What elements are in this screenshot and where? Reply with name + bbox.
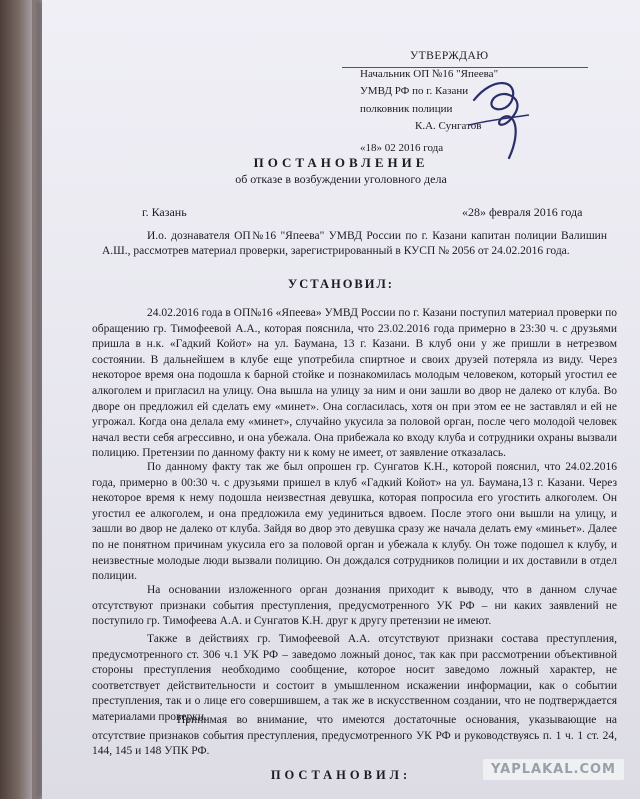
divider-line (342, 67, 588, 68)
document-page (42, 0, 640, 799)
approval-signatory: К.А. Сунгатов (415, 120, 482, 132)
document-title: ПОСТАНОВЛЕНИЕ (253, 155, 429, 170)
paragraph-5: Принимая во внимание, что имеются достаточные основания, указывающие на отсутствие признаков события преступления, предусмотренного УК РФ и руководствуясь п. 1 ч. 1 ст. 24, 144, 145 и 148 УПК РФ. (92, 714, 617, 758)
intro-paragraph: И.о. дознавателя ОП№16 "Япеева" УМВД России по г. Казани капитан полиции Валишин А.Ш., рассмотрев материал проверки, зарегистрированный в КУСП № 2056 от 24.02.2016 года. (102, 230, 607, 257)
section-established: УСТАНОВИЛ: (288, 277, 394, 291)
approval-position: Начальник ОП №16 "Япеева" (360, 67, 499, 80)
paragraph-1: 24.02.2016 года в ОП№16 «Япеева» УМВД России по г. Казани поступил материал проверки по обращению гр. Тимофеевой А.А., которая пояснила, что 23.02.2016 года примерно в 23:30 ч. с друзьями пришла в н.к. «Гадкий Койот» на ул. Баумана, 13 г. Казани. В клуб они у же пришли в нетрезвом состоянии. В дальнейшем в клубе еще употребила спиртное и своих друзей потеряла из виду. Через некоторое время она подошла к барной стойке и познакомилась молодым человеком, который угостил ее алкоголем и пригласил на улицу. Она вышла на улицу за ним и они зашли во двор не далеко от клуба. Во дворе он предложил ей сделать ему «минет». Она согласилась, хотя он при этом ее не заставлял и ей не угрожал. Когда она делала ему «минет», случайно укусила за половой орган, после чего молодой человек начал вести себя агрессивно, и она убежала. Она прибежала ко входу клуба и сотрудники охраны вызвали полицию. Претензии по данному факту ни к кому не имеет, от заявление отказалась. (92, 307, 617, 460)
document-date: «28» февраля 2016 года (462, 205, 583, 219)
section-decided: ПОСТАНОВИЛ: (270, 768, 412, 782)
document-subtitle: об отказе в возбуждении уголовного дела (235, 172, 447, 186)
binder-edge (0, 0, 32, 799)
signature-scribble (464, 70, 534, 160)
paragraph-4: Также в действиях гр. Тимофеевой А.А. отсутствуют признаки состава преступления, предусмотренного ст. 306 ч.1 УК РФ – заведомо ложный донос, так как при рассмотрении объективной стороны преступления необходимо сообщение, которое носит заведомо ложный характер, не соответствует действительности и состоит в умышленном искажении информации, как о событии преступления, так и о лице его совершившем, а так же в искусственном создании, что не подтверждается материалами проверки. (92, 633, 617, 723)
approval-rank: полковник полиции (360, 102, 453, 115)
approval-department: УМВД РФ по г. Казани (360, 85, 469, 97)
paragraph-2: По данному факту так же был опрошен гр. Сунгатов К.Н., которой пояснил, что 24.02.2016 года, примерно в 00:30 ч. с друзьями пришел в клуб «Гадкий Койот» на ул. Баумана,13 г. Казани. Через некоторое время к нему подошла неизвестная девушка, которая попросила его угостить алкоголем. Он угостил ее алкоголем, и она предложила ему уединиться вдвоем. После этого они вышли на улицу, и зашли во двор не далеко от клуба. Зайдя во двор это девушка сразу же начала делать ему «миньет». Далее по не понятном причинам укусила его за половой орган и убежала к клубу. Он тоже подошел к клубу, и неизвестные молодые люди вызвали полицию. Он дождался сотрудников полиции и их доставили в отдел полиции. (92, 461, 617, 583)
approval-date: «18» 02 2016 года (360, 141, 444, 154)
paragraph-3: На основании изложенного орган дознания приходит к выводу, что в данном случае отсутствуют признаки события преступления, предусмотренного УК РФ – ни каких заявлений не поступило гр. Тимофеева А.А. и Сунгатов К.Н. друг к другу претензии не имеют. (92, 584, 617, 628)
document-city: г. Казань (142, 205, 187, 219)
approval-heading: УТВЕРЖДАЮ (410, 50, 489, 62)
site-watermark: YAPLAKAL.COM (483, 759, 624, 780)
